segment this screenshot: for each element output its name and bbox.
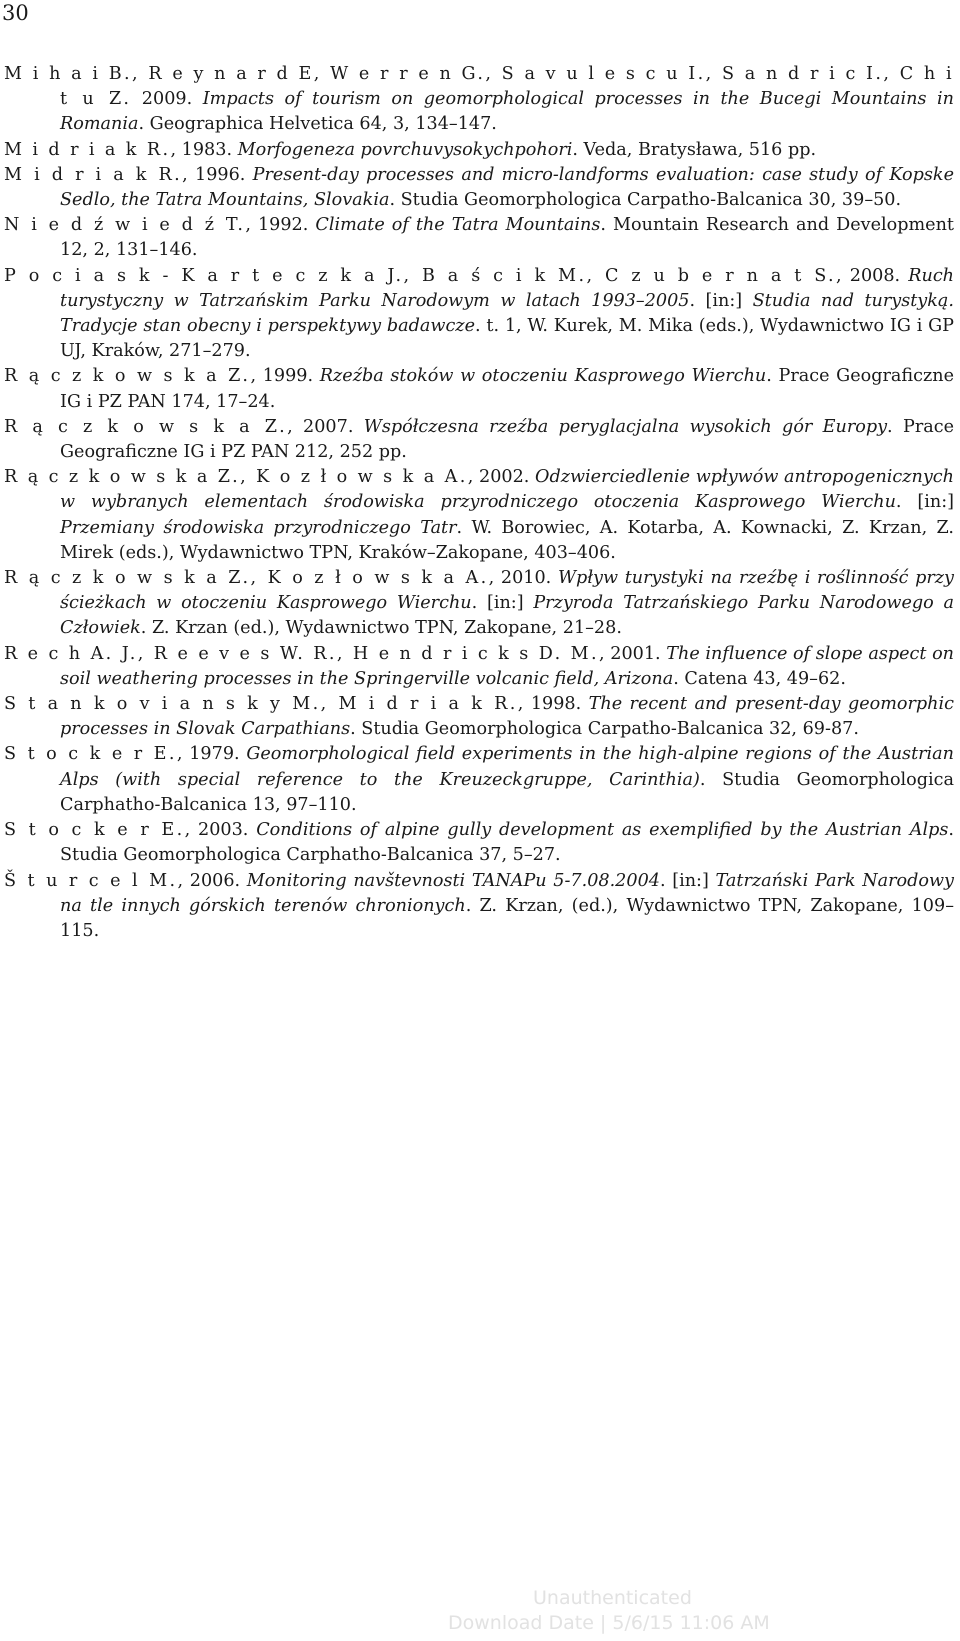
reference-year: , 1992. bbox=[245, 215, 316, 236]
reference-title: Climate of the Tatra Mountains bbox=[315, 215, 601, 236]
reference-entry bbox=[4, 163, 954, 213]
reference-list bbox=[4, 62, 954, 944]
reference-authors: R ą c z k o w s k a Z., K o z ł o w s k a A. bbox=[4, 467, 468, 488]
reference-source: . Catena 43, 49–62. bbox=[673, 668, 846, 689]
reference-entry bbox=[4, 264, 954, 365]
reference-publisher: . t. 1, W. Kurek, M. Mika (eds.), Wydawnictwo IG i GP UJ, Kraków, 271–279. bbox=[60, 316, 955, 362]
reference-year: , 2006. bbox=[177, 870, 247, 891]
reference-authors: R ą c z k o w s k a Z. bbox=[4, 366, 251, 387]
reference-authors: Š t u r c e l M. bbox=[4, 870, 178, 891]
reference-entry bbox=[4, 566, 954, 642]
reference-source: . Studia Geomorphologica Carphatho-Balcanica 13, 97–110. bbox=[60, 769, 955, 815]
reference-entry bbox=[4, 465, 954, 566]
reference-year: , 1996. bbox=[182, 164, 253, 185]
reference-authors: M i d r i a k R. bbox=[4, 139, 171, 160]
reference-authors: R ą c z k o w s k a Z. bbox=[4, 416, 288, 437]
reference-entry bbox=[4, 642, 954, 692]
reference-title: Conditions of alpine gully development as exemplified by the Austrian Alps bbox=[256, 820, 949, 841]
reference-source: . [in:] bbox=[659, 870, 716, 891]
reference-source: . Prace Geograficzne IG i PZ PAN 174, 17–24. bbox=[60, 366, 955, 412]
reference-title: Odzwierciedlenie wpływów antropogenicznych w wybranych elementach środowiska przyrodniczego otoczenia Kasprowego Wierchu bbox=[60, 467, 954, 513]
reference-authors: S t o c k e r E. bbox=[4, 820, 185, 841]
reference-entry bbox=[4, 742, 954, 818]
reference-book-title: Tatrzański Park Narodowy na tle innych górskich terenów chronionych bbox=[60, 870, 954, 916]
reference-authors: P o c i a s k - K a r t e c z k a J., B a ś c i k M., C z u b e r n a t S. bbox=[4, 265, 837, 286]
reference-entry bbox=[4, 869, 954, 945]
reference-title: Geomorphological field experiments in the high-alpine regions of the Austrian Alps (with special reference to the Kreuzeckgruppe, Carinthia) bbox=[60, 744, 954, 790]
reference-year: , 2010. bbox=[488, 568, 558, 589]
reference-authors: R ą c z k o w s k a Z., K o z ł o w s k a A. bbox=[4, 568, 489, 589]
reference-year: , 1979. bbox=[176, 744, 247, 765]
reference-title: Wpływ turystyki na rzeźbę i roślinność przy ścieżkach w otoczeniu Kasprowego Wierchu bbox=[60, 568, 954, 614]
reference-title: Impacts of tourism on geomorphological processes in the Bucegi Mountains in Romania bbox=[60, 89, 954, 135]
reference-year: , 2007. bbox=[287, 416, 364, 437]
reference-source: . [in:] bbox=[689, 290, 753, 311]
reference-title: Rzeźba stoków w otoczeniu Kasprowego Wierchu bbox=[319, 366, 767, 387]
reference-source: . Studia Geomorphologica Carpatho-Balcanica 30, 39–50. bbox=[389, 190, 902, 211]
reference-source: . Geographica Helvetica 64, 3, 134–147. bbox=[138, 114, 497, 135]
reference-entry bbox=[4, 138, 954, 163]
reference-title: Monitoring navštevnosti TANAPu 5-7.08.2004 bbox=[246, 870, 660, 891]
reference-source: . [in:] bbox=[895, 492, 954, 513]
reference-source: . [in:] bbox=[471, 593, 534, 614]
reference-book-title: Przyroda Tatrzańskiego Parku Narodowego a Człowiek bbox=[60, 593, 954, 639]
reference-title: Present-day processes and micro-landforms evaluation: case study of Kopske Sedlo, the Tatra Mountains, Slovakia bbox=[60, 164, 954, 211]
reference-entry bbox=[4, 364, 954, 414]
watermark-line-date: Download Date | 5/6/15 11:06 AM bbox=[448, 1612, 770, 1634]
reference-title: Morfogeneza povrchuvysokychpohori bbox=[237, 139, 573, 160]
reference-authors: S t o c k e r E. bbox=[4, 744, 177, 765]
reference-authors: M i d r i a k R. bbox=[4, 164, 183, 185]
watermark-line-auth: Unauthenticated bbox=[533, 1587, 692, 1609]
reference-title: The recent and present-day geomorphic processes in Slovak Carpathians bbox=[60, 694, 954, 740]
reference-entry bbox=[4, 213, 954, 263]
reference-year: , 2003. bbox=[184, 820, 257, 841]
reference-source: . Studia Geomorphologica Carphatho-Balcanica 37, 5–27. bbox=[60, 820, 954, 866]
reference-authors: R e c h A. J., R e e v e s W. R., H e n d r i c k s D. M. bbox=[4, 643, 600, 664]
reference-publisher: . W. Borowiec, A. Kotarba, A. Kownacki, Z. Krzan, Z. Mirek (eds.), Wydawnictwo TPN, Kraków–Zakopane, 403–406. bbox=[60, 517, 954, 563]
reference-publisher: . Z. Krzan (ed.), Wydawnictwo TPN, Zakopane, 21–28. bbox=[140, 618, 622, 639]
reference-year: 2009. bbox=[131, 89, 203, 110]
reference-book-title: Przemiany środowiska przyrodniczego Tatr bbox=[60, 517, 457, 538]
reference-year: , 1999. bbox=[250, 366, 320, 387]
reference-title: Współczesna rzeźba peryglacjalna wysokich gór Europy bbox=[363, 416, 888, 437]
reference-title: Ruch turystyczny w Tatrzańskim Parku Narodowym w latach 1993–2005 bbox=[60, 265, 955, 311]
reference-source: . Prace Geograficzne IG i PZ PAN 212, 252 pp. bbox=[60, 416, 954, 463]
page-number: 30 bbox=[2, 1, 29, 25]
reference-authors: N i e d ź w i e d ź T. bbox=[4, 215, 246, 236]
reference-book-title: Studia nad turystyką. Tradycje stan obecny i perspektywy badawcze bbox=[60, 290, 954, 337]
reference-entry bbox=[4, 818, 954, 868]
reference-year: , 1998. bbox=[517, 694, 589, 715]
reference-year: , 2008. bbox=[836, 265, 909, 286]
reference-entry bbox=[4, 415, 954, 465]
reference-publisher: . Z. Krzan, (ed.), Wydawnictwo TPN, Zakopane, 109–115. bbox=[60, 895, 954, 941]
reference-source: . Veda, Bratysława, 516 pp. bbox=[572, 139, 817, 160]
reference-source: . Studia Geomorphologica Carpatho-Balcanica 32, 69-87. bbox=[350, 719, 859, 740]
reference-year: , 2002. bbox=[467, 467, 536, 488]
reference-year: , 1983. bbox=[170, 139, 238, 160]
reference-title: The influence of slope aspect on soil weathering processes in the Springerville volcanic field, Arizona bbox=[60, 643, 954, 689]
reference-source: . Mountain Research and Development 12, 2, 131–146. bbox=[60, 215, 954, 261]
reference-entry bbox=[4, 62, 954, 138]
reference-entry bbox=[4, 692, 954, 742]
download-watermark bbox=[448, 1586, 888, 1636]
reference-year: , 2001. bbox=[599, 643, 667, 664]
reference-authors: M i h a i B., R e y n a r d E, W e r r e n G., S a v u l e s c u I., S a n d r i c I., C h i t u Z. bbox=[4, 64, 954, 110]
reference-authors: S t a n k o v i a n s k y M., M i d r i a k R. bbox=[4, 694, 518, 715]
